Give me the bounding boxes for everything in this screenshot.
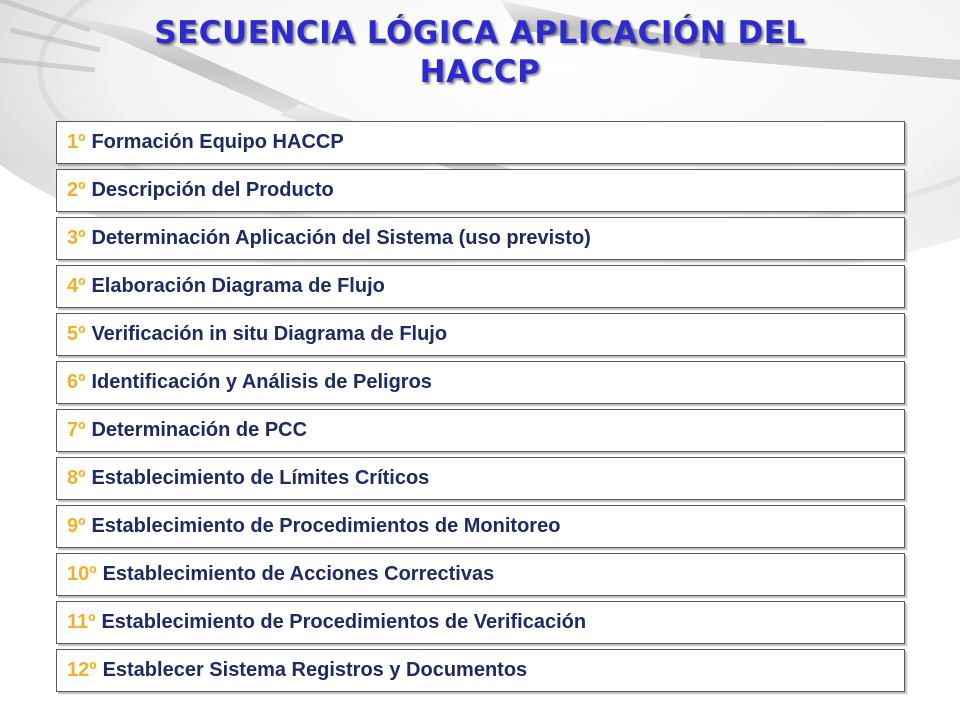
step-label: Determinación de PCC (91, 419, 308, 441)
step-1 (56, 121, 905, 164)
page-title (0, 14, 960, 92)
step-label: Establecimiento de Procedimientos de Verificación (101, 611, 587, 633)
step-label: Establecer Sistema Registros y Documentos (102, 659, 528, 681)
step-label: Establecimiento de Procedimientos de Monitoreo (91, 515, 561, 537)
step-10 (56, 553, 905, 596)
step-12 (56, 649, 905, 692)
steps-list (56, 121, 905, 697)
step-7 (56, 409, 905, 452)
step-number: 1º (67, 131, 86, 153)
step-number: 12º (67, 659, 97, 681)
step-3 (56, 217, 905, 260)
step-label: Formación Equipo HACCP (91, 131, 344, 153)
step-label: Determinación Aplicación del Sistema (uso previsto) (91, 227, 591, 249)
step-number: 9º (67, 515, 86, 537)
page-title-line-2: HACCP (419, 54, 541, 90)
step-label: Verificación in situ Diagrama de Flujo (91, 323, 448, 345)
step-number: 2º (67, 179, 86, 201)
step-5 (56, 313, 905, 356)
step-number: 8º (67, 467, 86, 489)
step-8 (56, 457, 905, 500)
step-label: Identificación y Análisis de Peligros (91, 371, 432, 393)
step-number: 10º (67, 563, 97, 585)
step-number: 7º (67, 419, 86, 441)
step-number: 11º (67, 611, 96, 633)
step-9 (56, 505, 905, 548)
step-label: Establecimiento de Acciones Correctivas (102, 563, 495, 585)
step-2 (56, 169, 905, 212)
step-number: 5º (67, 323, 86, 345)
step-11 (56, 601, 905, 644)
step-4 (56, 265, 905, 308)
step-6 (56, 361, 905, 404)
step-number: 4º (67, 275, 86, 297)
page-title-line-1: SECUENCIA LÓGICA APLICACIÓN DEL (154, 15, 806, 51)
step-label: Establecimiento de Límites Críticos (91, 467, 430, 489)
step-label: Elaboración Diagrama de Flujo (91, 275, 385, 297)
step-label: Descripción del Producto (91, 179, 334, 201)
step-number: 6º (67, 371, 86, 393)
step-number: 3º (67, 227, 86, 249)
